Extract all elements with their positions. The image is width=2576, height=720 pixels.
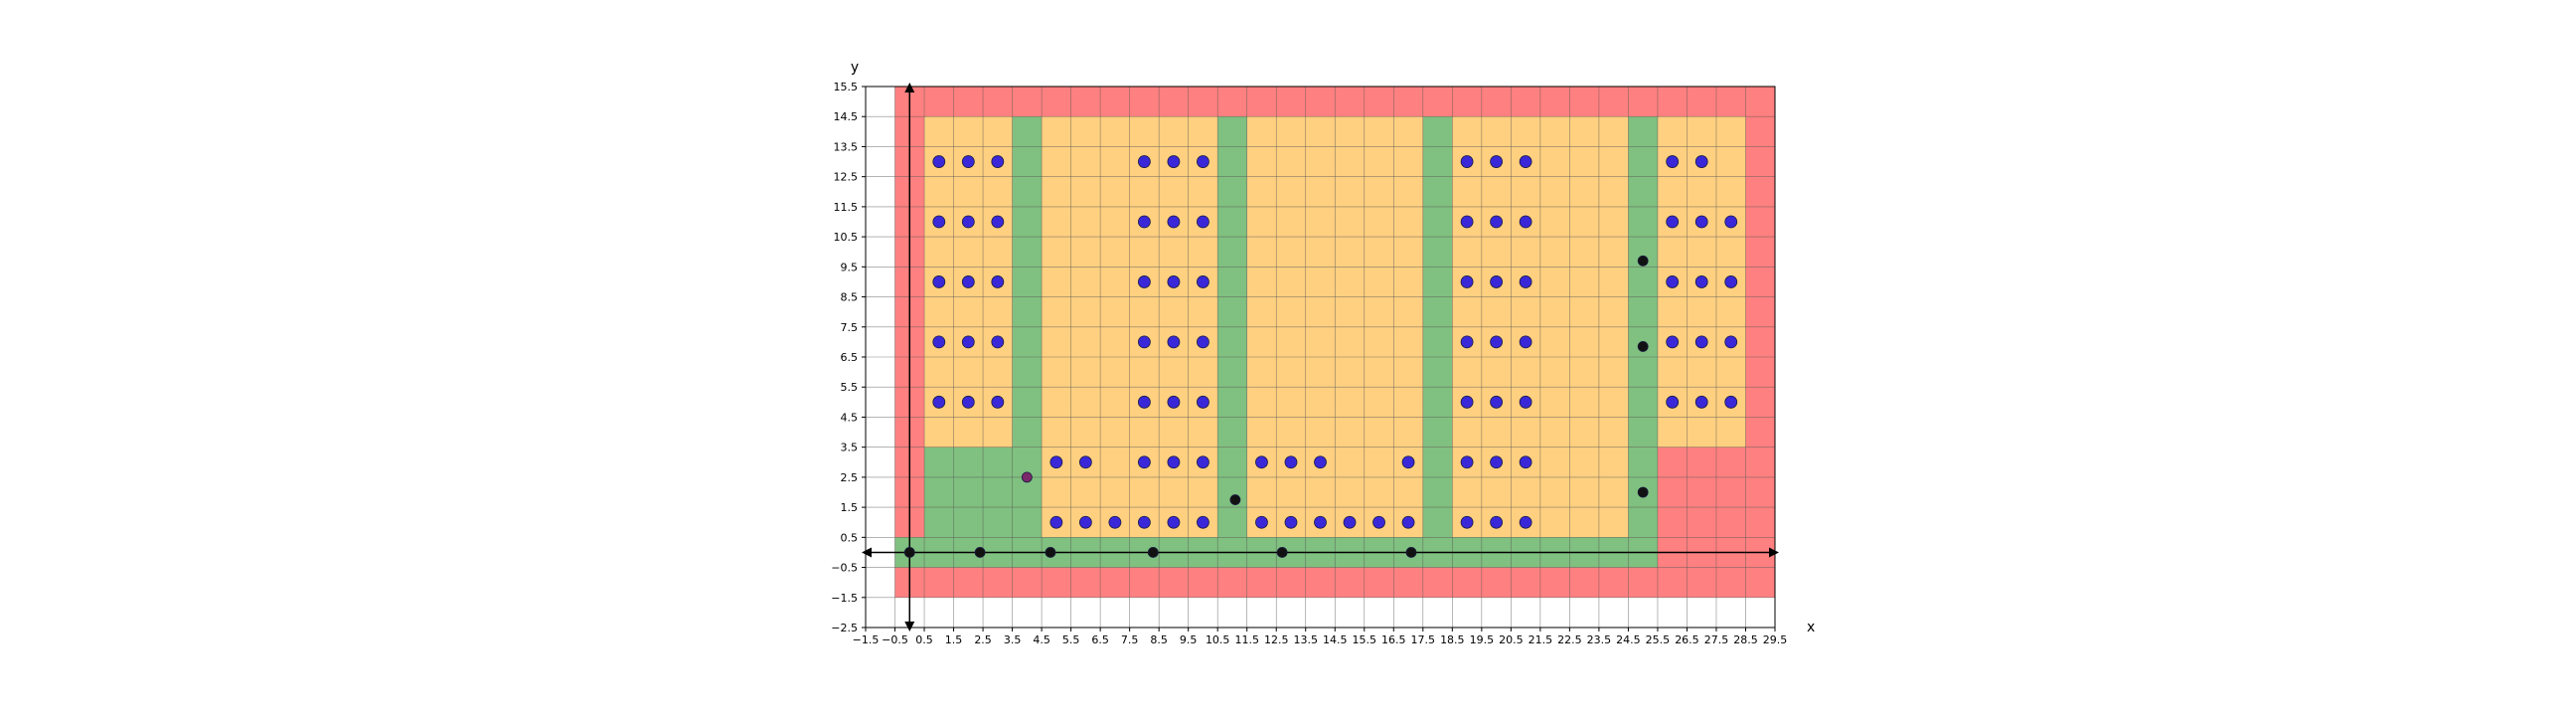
blue-point bbox=[1491, 336, 1503, 348]
x-tick-label: 3.5 bbox=[1003, 633, 1022, 646]
y-tick-label: 0.5 bbox=[840, 531, 858, 545]
blue-point bbox=[1315, 516, 1327, 528]
x-tick-label: 5.5 bbox=[1061, 633, 1080, 646]
blue-point bbox=[1285, 516, 1297, 528]
x-tick-label: −0.5 bbox=[882, 633, 908, 646]
blue-point bbox=[1695, 336, 1707, 348]
x-tick-label: 12.5 bbox=[1263, 633, 1289, 646]
x-tick-label: 6.5 bbox=[1091, 633, 1109, 646]
blue-point bbox=[1725, 275, 1737, 287]
x-tick-label: 16.5 bbox=[1381, 633, 1406, 646]
y-tick-label: 11.5 bbox=[833, 200, 858, 214]
x-tick-label: 19.5 bbox=[1469, 633, 1495, 646]
blue-point bbox=[933, 156, 945, 168]
x-tick-label: 8.5 bbox=[1150, 633, 1168, 646]
x-tick-label: 9.5 bbox=[1179, 633, 1198, 646]
blue-point bbox=[1491, 156, 1503, 168]
x-tick-label: 10.5 bbox=[1205, 633, 1230, 646]
blue-point bbox=[1168, 396, 1180, 408]
x-tick-label: 2.5 bbox=[974, 633, 992, 646]
black-point bbox=[1148, 547, 1158, 557]
blue-point bbox=[1667, 156, 1679, 168]
blue-point bbox=[1197, 156, 1208, 168]
blue-point bbox=[992, 275, 1004, 287]
blue-point bbox=[1402, 456, 1414, 468]
x-tick-label: 17.5 bbox=[1410, 633, 1436, 646]
blue-point bbox=[1520, 216, 1531, 228]
blue-point bbox=[1197, 275, 1208, 287]
x-tick-label: 27.5 bbox=[1703, 633, 1729, 646]
y-tick-label: 5.5 bbox=[840, 381, 858, 395]
x-tick-label: 28.5 bbox=[1733, 633, 1758, 646]
blue-point bbox=[1491, 216, 1503, 228]
green-zone bbox=[1628, 116, 1658, 447]
x-tick-label: 23.5 bbox=[1586, 633, 1612, 646]
blue-point bbox=[1695, 216, 1707, 228]
blue-point bbox=[962, 275, 974, 287]
y-tick-label: −1.5 bbox=[831, 591, 858, 605]
blue-point bbox=[1138, 336, 1150, 348]
x-tick-label: 14.5 bbox=[1323, 633, 1348, 646]
blue-point bbox=[1168, 216, 1180, 228]
blue-point bbox=[1461, 336, 1473, 348]
y-tick-label: 2.5 bbox=[840, 470, 858, 484]
blue-point bbox=[1491, 516, 1503, 528]
x-tick-label: −1.5 bbox=[852, 633, 880, 646]
blue-point bbox=[992, 216, 1004, 228]
blue-point bbox=[992, 336, 1004, 348]
blue-point bbox=[1491, 275, 1503, 287]
black-point bbox=[1638, 256, 1648, 266]
blue-point bbox=[1079, 456, 1091, 468]
y-tick-label: 1.5 bbox=[840, 501, 858, 515]
blue-point bbox=[1461, 396, 1473, 408]
green-zone bbox=[1013, 116, 1043, 447]
green-zone bbox=[1217, 116, 1247, 447]
blue-point bbox=[1255, 516, 1267, 528]
black-point bbox=[1230, 495, 1240, 505]
blue-point bbox=[1667, 336, 1679, 348]
y-tick-label: 3.5 bbox=[840, 441, 858, 454]
blue-point bbox=[1197, 336, 1208, 348]
blue-point bbox=[1491, 456, 1503, 468]
blue-point bbox=[1197, 216, 1208, 228]
y-tick-label: 12.5 bbox=[833, 170, 858, 184]
x-tick-label: 25.5 bbox=[1645, 633, 1671, 646]
blue-point bbox=[1138, 396, 1150, 408]
purple-point bbox=[1022, 472, 1032, 482]
black-point bbox=[904, 547, 914, 557]
x-axis-label: x bbox=[1807, 620, 1816, 635]
blue-point bbox=[1520, 336, 1531, 348]
x-tick-label: 13.5 bbox=[1293, 633, 1318, 646]
blue-point bbox=[1168, 156, 1180, 168]
blue-point bbox=[1344, 516, 1356, 528]
black-point bbox=[1638, 341, 1648, 351]
blue-point bbox=[1667, 275, 1679, 287]
y-tick-label: 8.5 bbox=[840, 290, 858, 304]
blue-point bbox=[1520, 275, 1531, 287]
blue-point bbox=[1138, 216, 1150, 228]
y-tick-label: 7.5 bbox=[840, 320, 858, 334]
x-tick-label: 11.5 bbox=[1234, 633, 1259, 646]
y-tick-label: 10.5 bbox=[833, 231, 858, 245]
blue-point bbox=[1109, 516, 1121, 528]
blue-point bbox=[1197, 516, 1208, 528]
blue-point bbox=[1461, 156, 1473, 168]
blue-point bbox=[1373, 516, 1385, 528]
blue-point bbox=[1138, 456, 1150, 468]
blue-point bbox=[1197, 396, 1208, 408]
x-tick-label: 24.5 bbox=[1616, 633, 1641, 646]
blue-point bbox=[1461, 516, 1473, 528]
black-point bbox=[1277, 547, 1287, 557]
blue-point bbox=[1667, 396, 1679, 408]
x-tick-label: 1.5 bbox=[944, 633, 963, 646]
black-point bbox=[1406, 547, 1416, 557]
black-point bbox=[975, 547, 985, 557]
blue-point bbox=[933, 216, 945, 228]
x-tick-label: 7.5 bbox=[1120, 633, 1139, 646]
blue-point bbox=[1285, 456, 1297, 468]
green-zone bbox=[1423, 116, 1453, 447]
blue-point bbox=[933, 336, 945, 348]
x-tick-label: 29.5 bbox=[1762, 633, 1788, 646]
y-tick-label: 4.5 bbox=[840, 411, 858, 425]
blue-point bbox=[1461, 456, 1473, 468]
blue-point bbox=[1168, 456, 1180, 468]
blue-point bbox=[933, 396, 945, 408]
y-axis-arrow-down bbox=[904, 622, 914, 631]
y-axis-label: y bbox=[850, 60, 860, 76]
blue-point bbox=[1255, 456, 1267, 468]
blue-point bbox=[1520, 156, 1531, 168]
blue-point bbox=[1050, 456, 1062, 468]
blue-point bbox=[992, 396, 1004, 408]
black-point bbox=[1046, 547, 1055, 557]
blue-point bbox=[933, 275, 945, 287]
blue-point bbox=[1168, 336, 1180, 348]
blue-point bbox=[1168, 275, 1180, 287]
blue-point bbox=[1138, 156, 1150, 168]
y-tick-label: 15.5 bbox=[833, 81, 858, 93]
blue-point bbox=[1197, 456, 1208, 468]
blue-point bbox=[992, 156, 1004, 168]
blue-point bbox=[962, 396, 974, 408]
y-tick-label: 14.5 bbox=[833, 110, 858, 124]
y-tick-label: 13.5 bbox=[833, 140, 858, 154]
blue-point bbox=[1461, 275, 1473, 287]
x-tick-label: 20.5 bbox=[1499, 633, 1524, 646]
y-tick-label: 6.5 bbox=[840, 351, 858, 364]
blue-point bbox=[1520, 456, 1531, 468]
blue-point bbox=[962, 156, 974, 168]
x-tick-label: 0.5 bbox=[915, 633, 933, 646]
y-tick-label: 9.5 bbox=[840, 261, 858, 274]
blue-point bbox=[1079, 516, 1091, 528]
blue-point bbox=[1725, 396, 1737, 408]
blue-point bbox=[1491, 396, 1503, 408]
blue-point bbox=[1138, 516, 1150, 528]
blue-point bbox=[1667, 216, 1679, 228]
blue-point bbox=[1138, 275, 1150, 287]
blue-point bbox=[1695, 156, 1707, 168]
blue-point bbox=[1050, 516, 1062, 528]
blue-point bbox=[1168, 516, 1180, 528]
x-tick-label: 18.5 bbox=[1440, 633, 1465, 646]
blue-point bbox=[1695, 396, 1707, 408]
black-point bbox=[1638, 487, 1648, 497]
x-tick-label: 15.5 bbox=[1352, 633, 1377, 646]
blue-point bbox=[1520, 396, 1531, 408]
blue-point bbox=[1725, 216, 1737, 228]
y-tick-label: −2.5 bbox=[831, 622, 858, 634]
y-tick-label: −0.5 bbox=[831, 561, 858, 575]
x-axis-arrow-left bbox=[862, 547, 872, 557]
blue-point bbox=[1725, 336, 1737, 348]
blue-point bbox=[962, 216, 974, 228]
x-tick-label: 4.5 bbox=[1033, 633, 1050, 646]
x-tick-label: 22.5 bbox=[1557, 633, 1582, 646]
blue-point bbox=[1315, 456, 1327, 468]
blue-point bbox=[1695, 275, 1707, 287]
x-tick-label: 26.5 bbox=[1675, 633, 1699, 646]
blue-point bbox=[1402, 516, 1414, 528]
x-tick-label: 21.5 bbox=[1528, 633, 1553, 646]
blue-point bbox=[1461, 216, 1473, 228]
blue-point bbox=[962, 336, 974, 348]
blue-point bbox=[1520, 516, 1531, 528]
